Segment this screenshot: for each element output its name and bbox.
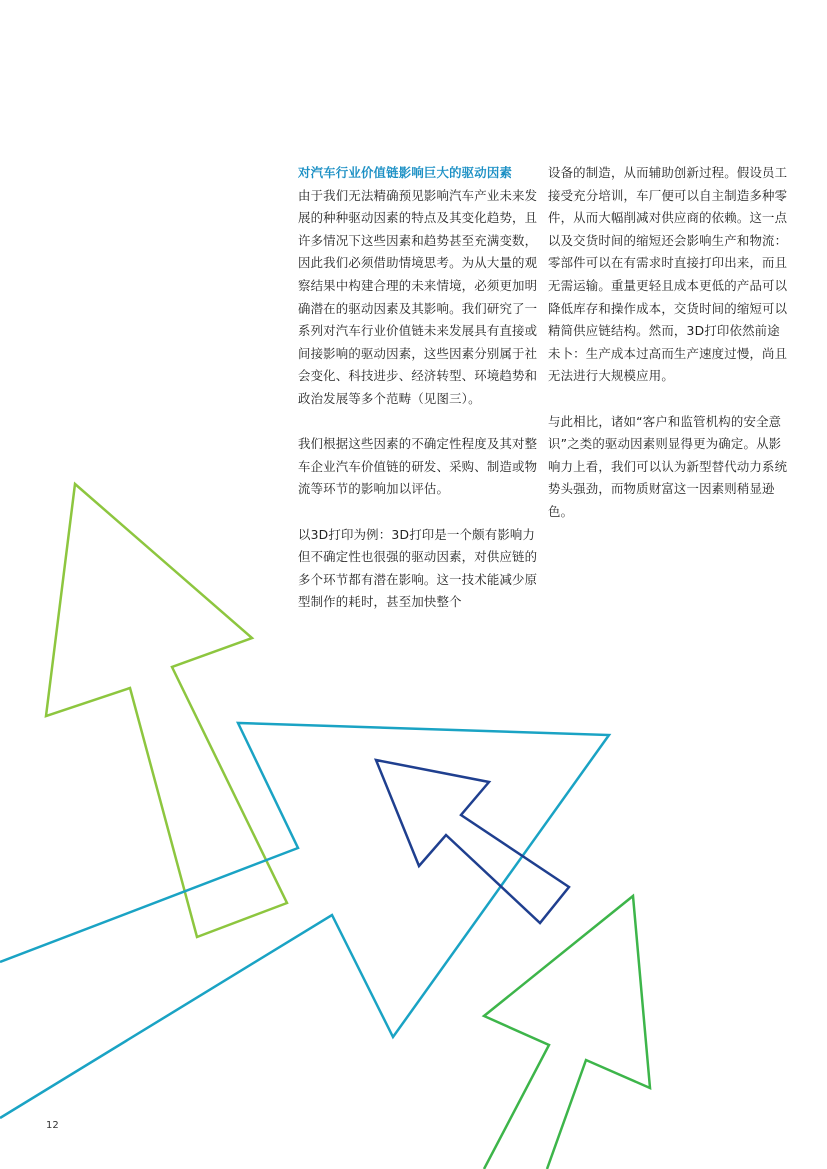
paragraph: 与此相比，诸如“客户和监管机构的安全意识”之类的驱动因素则显得更为确定。从影响力上看，我们可以认为新型替代动力系统势头强劲，而物质财富这一因素则稍显逊色。 <box>548 413 788 519</box>
navy-arrow <box>376 760 569 923</box>
green-arrow <box>484 896 650 1169</box>
paragraph: 由于我们无法精确预见影响汽车产业未来发展的种种驱动因素的特点及其变化趋势，且许多情况下这些因素和趋势甚至充满变数，因此我们必须借助情境思考。为从大量的观察结果中构建合理的未来情境，必须更加明确潜在的驱动因素及其影响。我们研究了一系列对汽车行业价值链未来发展具有直接或间接影响的驱动因素，这些因素分别属于社会变化、科技进步、经济转型、环境趋势和政治发展等多个范畴（见图三）。 <box>298 187 538 406</box>
paragraph: 以3D打印为例：3D打印是一个颇有影响力但不确定性也很强的驱动因素，对供应链的多个环节都有潜在影响。这一技术能减少原型制作的耗时，甚至加快整个 <box>298 526 538 610</box>
text-column-left <box>298 162 538 636</box>
section-heading: 对汽车行业价值链影响巨大的驱动因素 <box>298 165 513 180</box>
cyan-arrow <box>0 723 609 1118</box>
paragraph: 我们根据这些因素的不确定性程度及其对整车企业汽车价值链的研发、采购、制造或物流等环节的影响加以评估。 <box>298 436 538 497</box>
lime-arrow <box>46 484 287 937</box>
page-number: 12 <box>46 1120 59 1131</box>
paragraph: 设备的制造，从而辅助创新过程。假设员工接受充分培训，车厂便可以自主制造多种零件，从而大幅削减对供应商的依赖。这一点以及交货时间的缩短还会影响生产和物流：零部件可以在有需求时直接打印出来，而且无需运输。重量更轻且成本更低的产品可以降低库存和操作成本，交货时间的缩短可以精简供应链结构。然而，3D打印依然前途未卜：生产成本过高而生产速度过慢，尚且无法进行大规模应用。 <box>548 165 788 384</box>
text-column-right <box>548 162 788 546</box>
